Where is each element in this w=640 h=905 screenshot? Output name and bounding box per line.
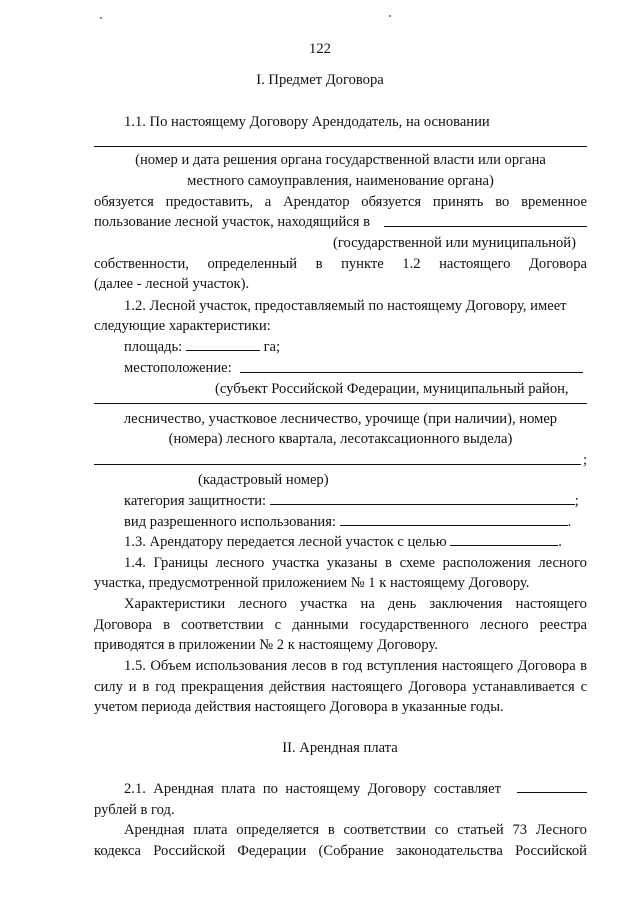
word: Договора — [517, 658, 576, 674]
word: настоящего — [439, 256, 511, 272]
word: участка — [271, 555, 320, 571]
paragraph-characteristics — [124, 595, 587, 613]
paragraph-characteristics-3: приводятся в приложении № 2 к настоящему Договору. — [94, 637, 438, 653]
word: в — [315, 256, 323, 272]
category-end: ; — [574, 493, 579, 509]
word: Объем — [150, 658, 192, 674]
word: использования — [195, 658, 288, 674]
blank-line-ownership — [384, 226, 587, 227]
word: год — [342, 658, 363, 674]
use-row — [124, 513, 571, 531]
note-cadastral: (кадастровый номер) — [198, 472, 329, 488]
blank-line-use — [340, 513, 568, 526]
word: в — [142, 679, 150, 695]
word: вступления — [366, 658, 438, 674]
word: плата — [221, 781, 256, 797]
word: Договора — [408, 679, 467, 695]
word: Границы — [153, 555, 209, 571]
paragraph-1-3-text: 1.3. Арендатору передается лесной участок с целью — [124, 534, 447, 550]
use-label: вид разрешенного использования: — [124, 514, 336, 530]
blank-line-basis — [94, 146, 587, 147]
word: с — [580, 679, 588, 695]
paragraph-1-5 — [124, 657, 587, 675]
category-row — [124, 492, 579, 510]
word: лесного — [538, 555, 587, 571]
blank-line-area — [186, 338, 260, 351]
word: 1.5. — [124, 658, 146, 674]
word: устанавливается — [472, 679, 575, 695]
word: определенный — [207, 256, 298, 272]
word: Российской — [153, 843, 226, 859]
paragraph-1-3-end: . — [558, 534, 562, 550]
scan-speck — [100, 17, 102, 19]
paragraph-1-3 — [124, 533, 562, 551]
word: статьей — [457, 822, 504, 838]
word: участка — [300, 596, 348, 612]
scan-speck — [389, 15, 391, 17]
word: указаны — [326, 555, 378, 571]
word: пункте — [341, 256, 384, 272]
word: на — [360, 596, 375, 612]
blank-line-purpose — [450, 533, 558, 546]
word: Лесного — [535, 822, 587, 838]
word: Характеристики — [124, 596, 226, 612]
paragraph-1-5-3: учетом периода действия настоящего Договора в указанные годы. — [94, 699, 504, 715]
word: схеме — [399, 555, 435, 571]
word: определяется — [236, 822, 320, 838]
word: настоящего — [515, 596, 587, 612]
word: Арендная — [124, 822, 185, 838]
note-location-line-3: (номера) лесного квартала, лесотаксационного выдела) — [168, 431, 513, 447]
word: действия — [269, 679, 326, 695]
note-ownership: (государственной или муниципальной) — [333, 235, 576, 251]
word: а — [264, 194, 272, 210]
word: в — [163, 617, 171, 633]
section-1-title: I. Предмет Договора — [256, 72, 384, 88]
paragraph-1-2: 1.2. Лесной участок, предоставляемый по настоящему Договору, имеет — [124, 298, 567, 314]
word: Российской — [515, 843, 587, 859]
blank-line-location-2 — [94, 403, 587, 404]
word: принять — [432, 194, 484, 210]
word: Договору — [367, 781, 427, 797]
word: в — [327, 822, 335, 838]
word: в — [385, 555, 392, 571]
paragraph-2-2-2 — [94, 842, 587, 860]
word: государственного — [359, 617, 469, 633]
justified-line-property — [94, 255, 587, 273]
paragraph-1-2-cont: следующие характеристики: — [94, 318, 271, 334]
category-label: категория защитности: — [124, 493, 267, 509]
word: законодательства — [395, 843, 503, 859]
word: Арендатор — [283, 194, 350, 210]
word: предоставить, — [165, 194, 254, 210]
word: расположения — [442, 555, 531, 571]
note-authority-line-1: (номер и дата решения органа государственной власти или органа — [135, 152, 546, 168]
word: Договора — [94, 617, 153, 633]
note-location-line-2: лесничество, участковое лесничество, урочище (при наличии), номер — [123, 411, 558, 427]
word: Арендная — [153, 781, 214, 797]
word: временное — [521, 194, 588, 210]
paragraph-2-1 — [124, 780, 587, 798]
word: во — [495, 194, 510, 210]
word: собственности, — [94, 256, 189, 272]
word: день — [387, 596, 417, 612]
paragraph-1-5-2 — [94, 678, 587, 696]
paragraph-1-4 — [124, 554, 587, 572]
paragraph-2-2 — [124, 821, 587, 839]
text-hereinafter: (далее - лесной участок). — [94, 276, 250, 292]
blank-line-category — [270, 492, 575, 505]
word: настоящего — [331, 679, 403, 695]
word: (Собрание — [318, 843, 384, 859]
justified-line-obligation — [94, 193, 587, 211]
word: соответствии — [181, 617, 264, 633]
word: по — [262, 781, 278, 797]
word: и — [128, 679, 137, 695]
word: год — [155, 679, 176, 695]
word: 1.4. — [124, 555, 146, 571]
word: Договора — [528, 256, 588, 272]
word: 2.1. — [124, 781, 146, 797]
location-label: местоположение: — [124, 360, 232, 376]
paragraph-1-1: 1.1. По настоящему Договору Арендодатель, на основании — [124, 114, 490, 130]
text-usage: пользование лесной участок, находящийся в — [94, 214, 371, 230]
word: Федерации — [237, 843, 307, 859]
word: лесного — [479, 617, 529, 633]
use-end: . — [567, 514, 572, 530]
word: настоящему — [285, 781, 361, 797]
word: составляет — [433, 781, 501, 797]
area-row — [124, 338, 280, 356]
note-authority-line-2: местного самоуправления, наименование органа) — [187, 173, 494, 189]
paragraph-1-4-cont: участка, предусмотренной приложением № 1 к настоящему Договору. — [94, 575, 530, 591]
section-2-title: II. Арендная плата — [282, 740, 398, 756]
word: данными — [292, 617, 349, 633]
paragraph-characteristics-2 — [94, 616, 587, 634]
word: прекращения — [181, 679, 264, 695]
blank-line-cadastral — [94, 464, 581, 465]
word: обязуется — [361, 194, 422, 210]
word: в — [331, 658, 338, 674]
word: настоящего — [441, 658, 514, 674]
word: плата — [193, 822, 228, 838]
page-number: 122 — [309, 41, 331, 57]
word: лесного — [215, 555, 265, 571]
blank-line-rent — [517, 780, 587, 793]
note-location-line-1: (субъект Российской Федерации, муниципальный район, — [215, 381, 569, 397]
word: с — [274, 617, 282, 633]
word: силу — [94, 679, 123, 695]
word: соответствии — [343, 822, 426, 838]
blank-line-location — [240, 372, 583, 373]
cadastral-semicolon: ; — [583, 452, 588, 468]
word: со — [434, 822, 449, 838]
word: 73 — [512, 822, 528, 838]
paragraph-2-1-text — [124, 780, 501, 798]
word: лесов — [291, 658, 327, 674]
word: 1.2 — [402, 256, 421, 272]
word: лесного — [238, 596, 287, 612]
word: заключения — [429, 596, 503, 612]
word: обязуется — [94, 194, 154, 210]
word: реестра — [539, 617, 588, 633]
paragraph-2-1-cont: рублей в год. — [94, 802, 175, 818]
word: в — [580, 658, 588, 674]
area-label: площадь: — [124, 339, 183, 355]
area-unit: га; — [263, 339, 281, 355]
word: кодекса — [94, 843, 141, 859]
